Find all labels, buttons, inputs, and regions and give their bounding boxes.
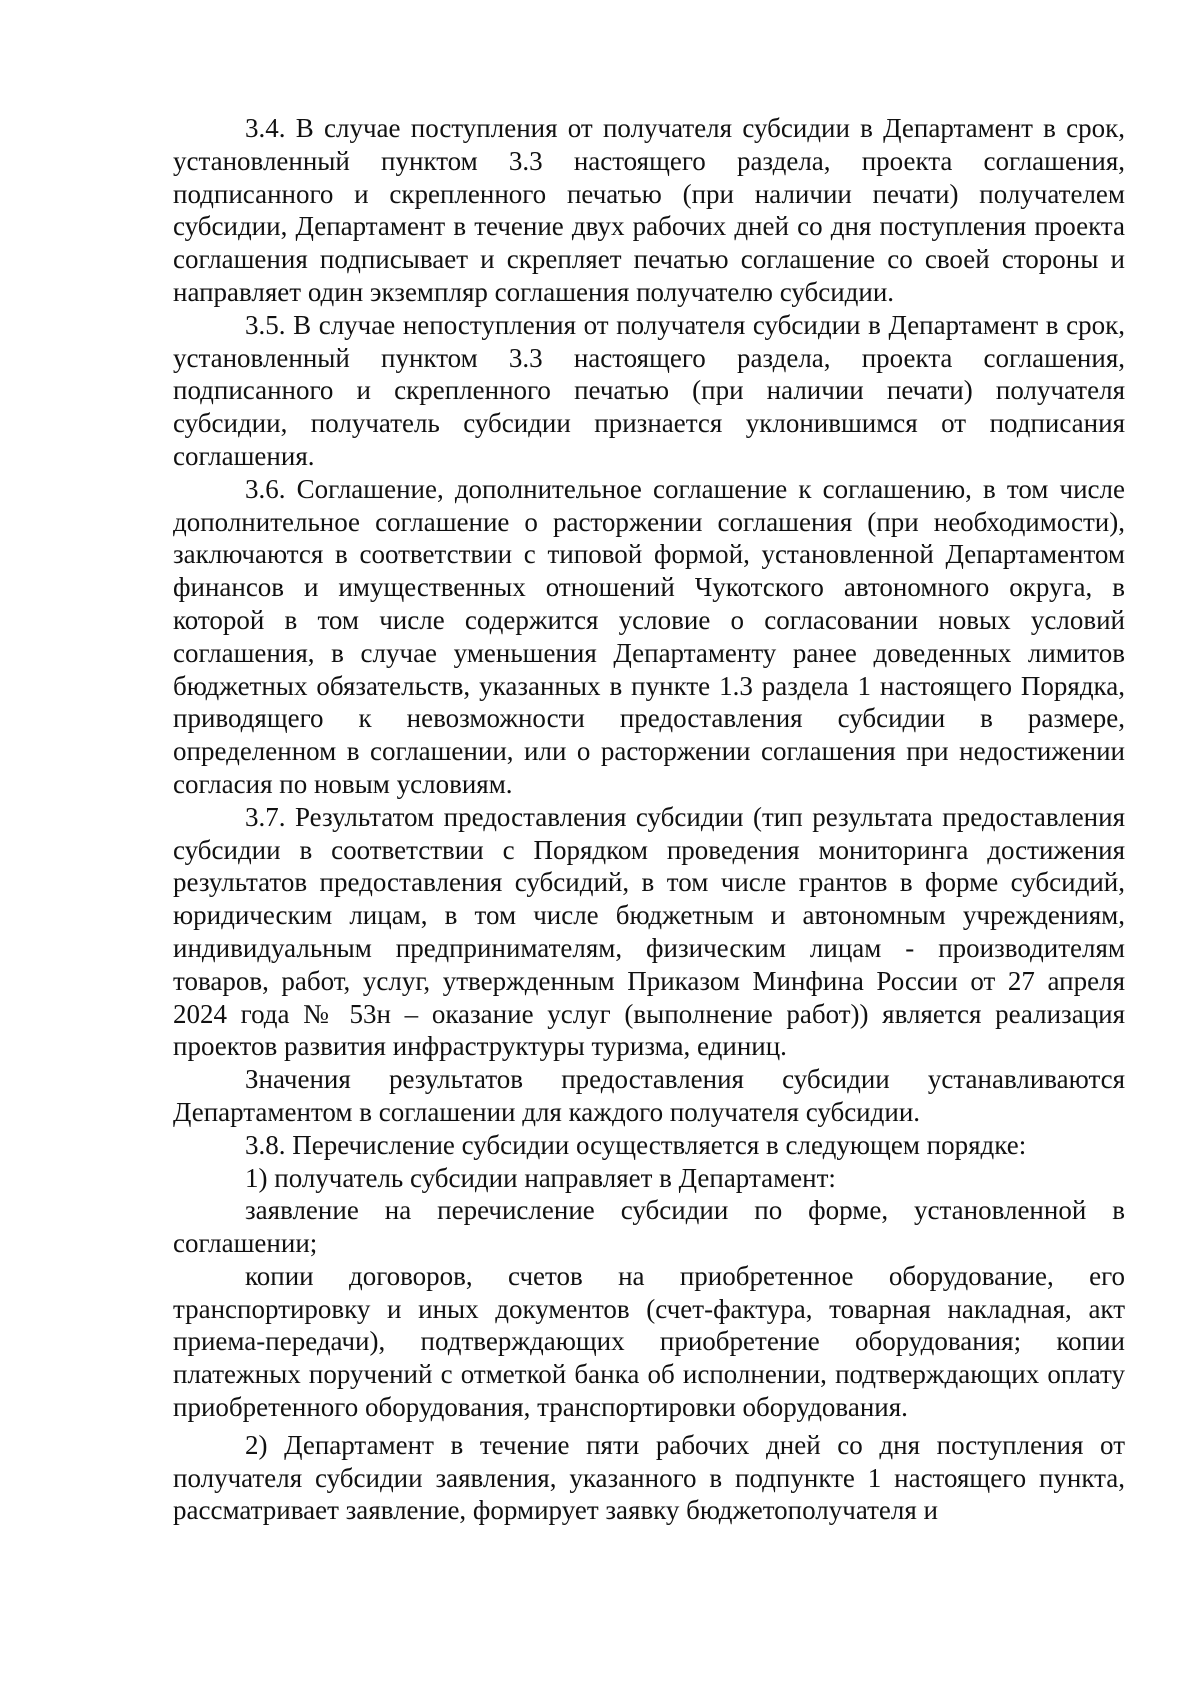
paragraph-3-6: 3.6. Соглашение, дополнительное соглашение к соглашению, в том числе дополнительное соглашение о расторжении соглашения (при необходимости), заключаются в соответствии с типовой формой, установленной Департаментом финансов и имущественных отношений Чукотского автономного округа, в которой в том числе содержится условие о согласовании новых условий соглашения, в случае уменьшения Департаменту ранее доведенных лимитов бюджетных обязательств, указанных в пункте 1.3 раздела 1 настоящего Порядка, приводящего к невозможности предоставления субсидии в размере, определенном в соглашении, или о расторжении соглашения при недостижении согласия по новым условиям. (173, 473, 1125, 799)
paragraph-3-8-item-1: 1) получатель субсидии направляет в Департамент: (245, 1162, 836, 1193)
paragraph-result-values: Значения результатов предоставления субсидии устанавливаются Департаментом в соглашении для каждого получателя субсидии. (173, 1064, 1125, 1127)
paragraph-application: заявление на перечисление субсидии по форме, установленной в соглашении; (173, 1195, 1125, 1259)
paragraph-3-5: 3.5. В случае непоступления от получателя субсидии в Департамент в срок, установленный пунктом 3.3 настоящего раздела, проекта соглашения, подписанного и скрепленного печатью (при наличии печати) получателя субсидии, получатель субсидии признается уклонившимся от подписания соглашения. (173, 309, 1125, 471)
document-body (173, 112, 1125, 1527)
paragraph-3-8: 3.8. Перечисление субсидии осуществляется в следующем порядке: (245, 1129, 1027, 1160)
paragraph-3-7: 3.7. Результатом предоставления субсидии (тип результата предоставления субсидии в соответствии с Порядком проведения мониторинга достижения результатов предоставления субсидий, в том числе грантов в форме субсидий, юридическим лицам, в том числе бюджетным и автономным учреждениям, индивидуальным предпринимателям, физическим лицам - производителям товаров, работ, услуг, утвержденным Приказом Минфина России от 27 апреля 2024 года № 53н – оказание услуг (выполнение работ)) является реализация проектов развития инфраструктуры туризма, единиц. (173, 801, 1125, 1062)
paragraph-3-4: 3.4. В случае поступления от получателя субсидии в Департамент в срок, установленный пунктом 3.3 настоящего раздела, проекта соглашения, подписанного и скрепленного печатью (при наличии печати) получателем субсидии, Департамент в течение двух рабочих дней со дня поступления проекта соглашения подписывает и скрепляет печатью соглашение со своей стороны и направляет один экземпляр соглашения получателю субсидии. (173, 113, 1125, 307)
paragraph-3-8-item-2: 2) Департамент в течение пяти рабочих дней со дня поступления от получателя субсидии заявления, указанного в подпункте 1 настоящего пункта, рассматривает заявление, формирует заявку бюджетополучателя и (173, 1429, 1125, 1526)
paragraph-copies: копии договоров, счетов на приобретенное оборудование, его транспортировку и иных документов (счет-фактура, товарная накладная, акт приема-передачи), подтверждающих приобретение оборудования; копии платежных поручений с отметкой банка об исполнении, подтверждающих оплату приобретенного оборудования, транспортировки оборудования. (173, 1260, 1125, 1423)
